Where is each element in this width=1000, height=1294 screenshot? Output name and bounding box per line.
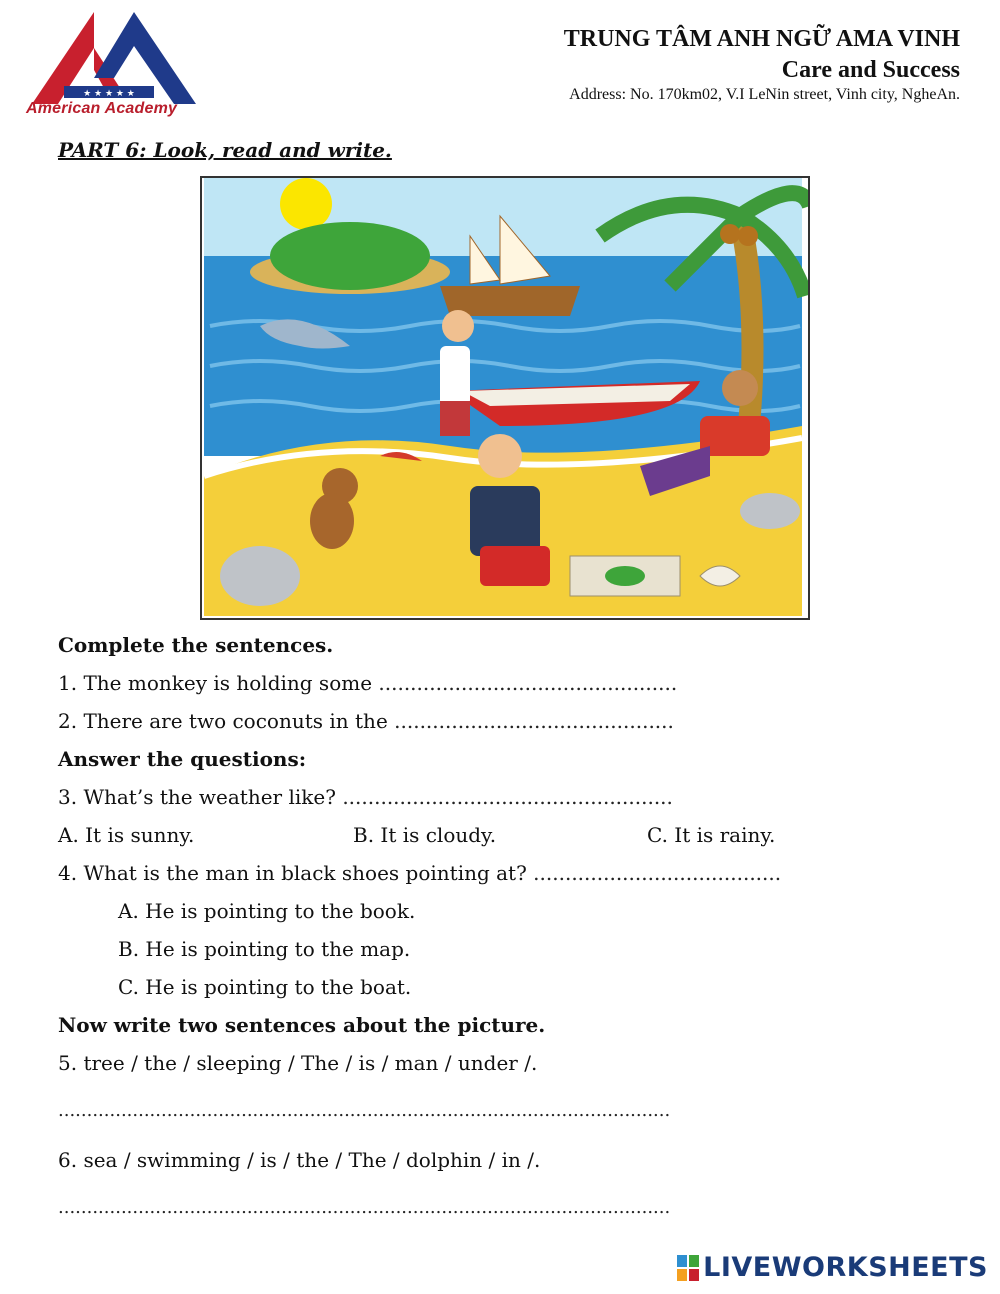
q3-option-b[interactable]: B. It is cloudy. <box>353 823 497 847</box>
answer-blank-6[interactable]: ........................................................................................................... <box>58 1197 671 1218</box>
address: Address: No. 170km02, V.I LeNin street, Vinh city, NgheAn. <box>569 86 960 103</box>
question-4-text: 4. What is the man in black shoes pointing at? <box>58 861 534 885</box>
q3-option-a[interactable]: A. It is sunny. <box>58 823 195 847</box>
liveworksheets-icon <box>677 1255 699 1281</box>
write-sentences-heading: Now write two sentences about the picture. <box>58 1013 546 1037</box>
answer-questions-heading: Answer the questions: <box>58 747 307 771</box>
q4-option-c[interactable]: C. He is pointing to the boat. <box>118 975 412 999</box>
question-2 <box>58 709 674 733</box>
question-4 <box>58 861 781 885</box>
center-name: TRUNG TÂM ANH NGỮ AMA VINH <box>563 26 960 52</box>
svg-text:★ ★ ★ ★ ★: ★ ★ ★ ★ ★ <box>83 89 135 99</box>
beach-illustration <box>200 176 810 620</box>
question-3 <box>58 785 673 809</box>
q4-option-a[interactable]: A. He is pointing to the book. <box>118 899 416 923</box>
question-1-text: 1. The monkey is holding some <box>58 671 379 695</box>
answer-blank-3[interactable]: .................................................... <box>342 785 673 809</box>
answer-blank-5[interactable]: ........................................................................................................... <box>58 1100 671 1121</box>
q3-option-c[interactable]: C. It is rainy. <box>647 823 776 847</box>
liveworksheets-text: LIVEWORKSHEETS <box>703 1252 988 1283</box>
logo-text: American Academy <box>26 100 178 117</box>
question-2-text: 2. There are two coconuts in the <box>58 709 395 733</box>
part-title: PART 6: Look, read and write. <box>58 138 392 162</box>
complete-sentences-heading: Complete the sentences. <box>58 633 334 657</box>
q4-option-b[interactable]: B. He is pointing to the map. <box>118 937 411 961</box>
slogan: Care and Success <box>781 57 960 83</box>
question-3-text: 3. What’s the weather like? <box>58 785 343 809</box>
question-6: 6. sea / swimming / is / the / The / dolphin / in /. <box>58 1148 541 1172</box>
liveworksheets-brand <box>677 1252 988 1283</box>
answer-blank-1[interactable]: ............................................... <box>378 671 678 695</box>
answer-blank-4[interactable]: ....................................... <box>533 861 782 885</box>
answer-blank-2[interactable]: ............................................ <box>394 709 674 733</box>
question-1 <box>58 671 677 695</box>
question-5: 5. tree / the / sleeping / The / is / man / under /. <box>58 1051 538 1075</box>
